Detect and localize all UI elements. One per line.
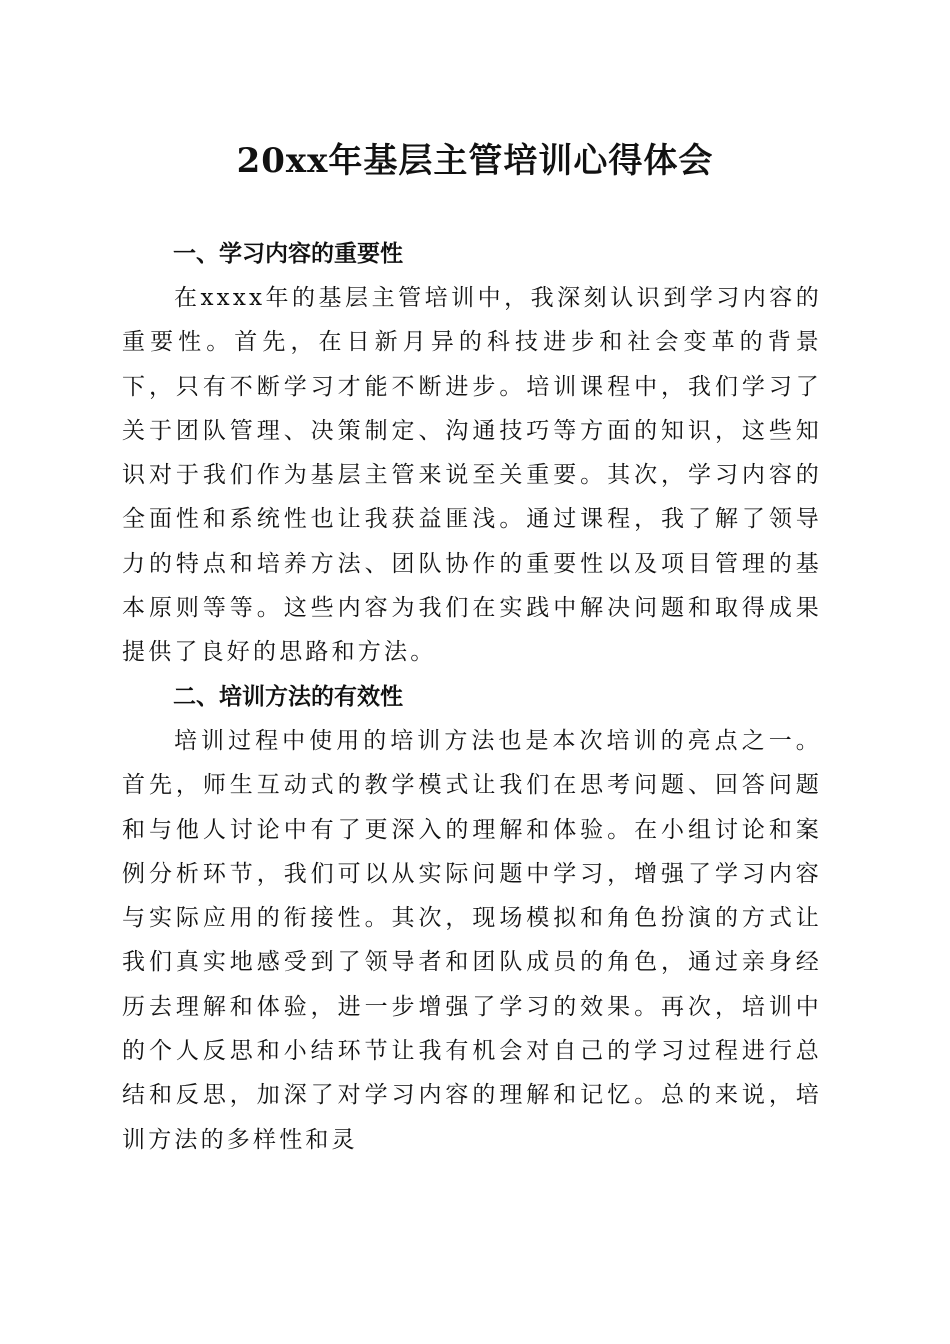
document-title: 20xx年基层主管培训心得体会 (236, 141, 714, 181)
section-paragraph-methods: 培训过程中使用的培训方法也是本次培训的亮点之一。首先，师生互动式的教学模式让我们在思考问题、回答问题和与他人讨论中有了更深入的理解和体验。在小组讨论和案例分析环节，我们可以从实际问题中学习，增强了学习内容与实际应用的衔接性。其次，现场模拟和角色扮演的方式让我们真实地感受到了领导者和团队成员的角色，通过亲身经历去理解和体验，进一步增强了学习的效果。再次，培训中的个人反思和小结环节让我有机会对自己的学习过程进行总结和反思，加深了对学习内容的理解和记忆。总的来说，培训方法的多样性和灵 (122, 728, 822, 1153)
section-heading-methods: 二、培训方法的有效性 (173, 684, 403, 710)
section-heading-importance: 一、学习内容的重要性 (173, 241, 403, 267)
section-paragraph-importance: 在xxxx年的基层主管培训中，我深刻认识到学习内容的重要性。首先，在日新月异的科技进步和社会变革的背景下，只有不断学习才能不断进步。培训课程中，我们学习了关于团队管理、决策制定、沟通技巧等方面的知识，这些知识对于我们作为基层主管来说至关重要。其次，学习内容的全面性和系统性也让我获益匪浅。通过课程，我了解了领导力的特点和培养方法、团队协作的重要性以及项目管理的基本原则等等。这些内容为我们在实践中解决问题和取得成果提供了良好的思路和方法。 (122, 285, 822, 666)
